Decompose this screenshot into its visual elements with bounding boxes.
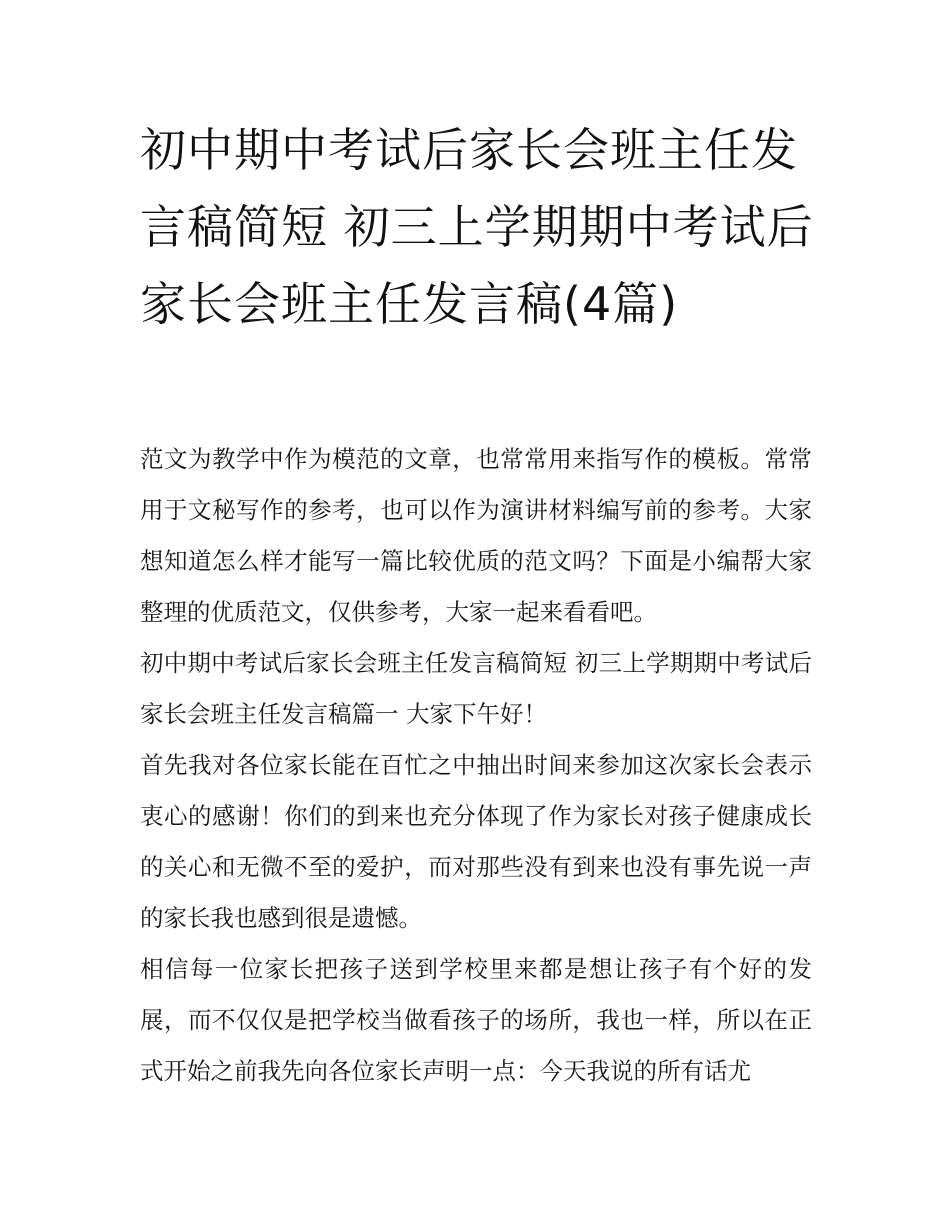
paragraph-thanks: 首先我对各位家长能在百忙之中抽出时间来参加这次家长会表示衷心的感谢！你们的到来也充分体现了作为家长对孩子健康成长的关心和无微不至的爱护，而对那些没有到来也没有事先说一声的家长我也感到很是遗憾。 xyxy=(140,751,812,932)
document-body xyxy=(140,434,812,1097)
paragraph-statement: 相信每一位家长把孩子送到学校里来都是想让孩子有个好的发展，而不仅仅是把学校当做看孩子的场所，我也一样，所以在正式开始之前我先向各位家长声明一点：今天我说的所有话尤 xyxy=(140,955,812,1085)
document-title: 初中期中考试后家长会班主任发言稿简短 初三上学期期中考试后家长会班主任发言稿(4篇) xyxy=(140,123,814,331)
paragraph-heading-one: 初中期中考试后家长会班主任发言稿简短 初三上学期期中考试后家长会班主任发言稿篇一 大家下午好！ xyxy=(140,649,812,728)
paragraph-intro: 范文为教学中作为模范的文章，也常常用来指写作的模板。常常用于文秘写作的参考，也可以作为演讲材料编写前的参考。大家想知道怎么样才能写一篇比较优质的范文吗？下面是小编帮大家整理的优质范文，仅供参考，大家一起来看看吧。 xyxy=(140,445,812,626)
